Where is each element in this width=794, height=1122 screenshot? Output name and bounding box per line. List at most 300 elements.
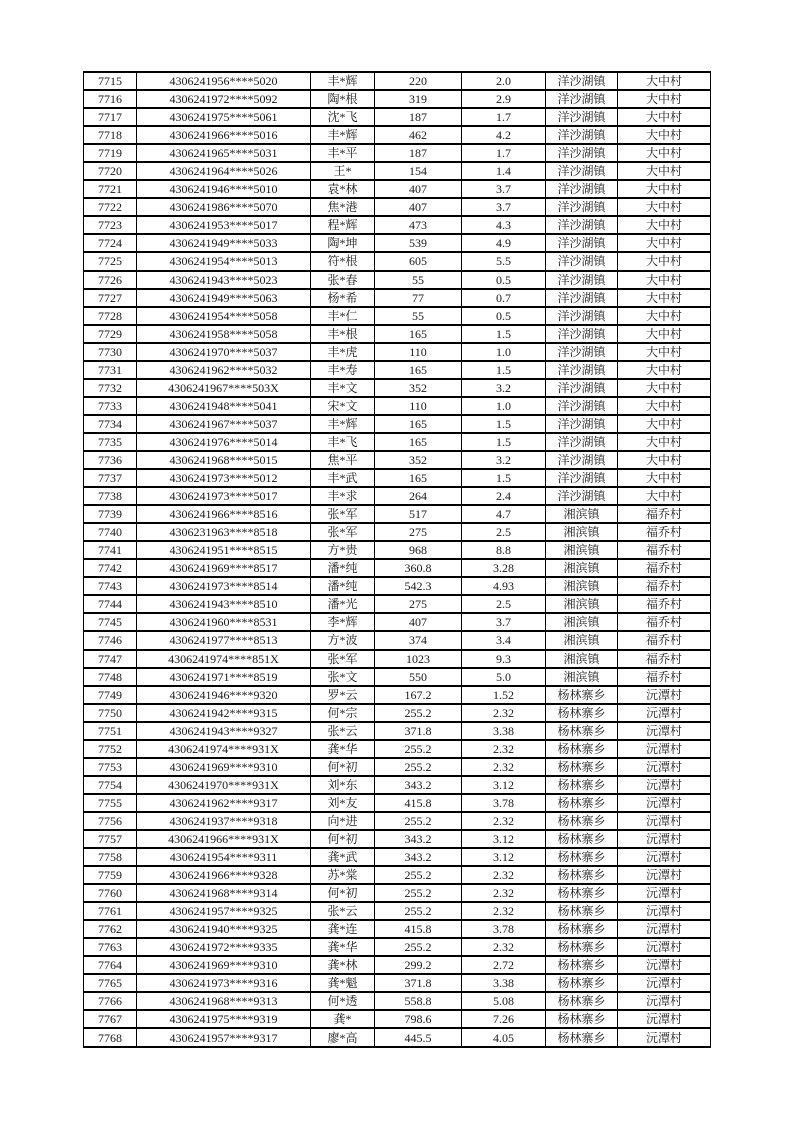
table-cell: 大中村 <box>618 379 711 397</box>
table-row <box>84 830 711 848</box>
table-cell: 杨林寨乡 <box>546 1010 618 1028</box>
table-cell: 张*云 <box>311 902 375 920</box>
table-cell: 大中村 <box>618 72 711 90</box>
table-cell: 7734 <box>84 415 137 433</box>
table-cell: 大中村 <box>618 343 711 361</box>
table-cell: 7752 <box>84 740 137 758</box>
table-cell: 陶*根 <box>311 90 375 108</box>
table-cell: 255.2 <box>375 758 462 776</box>
table-cell: 3.2 <box>462 451 546 469</box>
table-cell: 4306241954****5013 <box>137 252 311 270</box>
table-row <box>84 668 711 686</box>
table-cell: 大中村 <box>618 451 711 469</box>
table-cell: 7727 <box>84 289 137 307</box>
table-cell: 张*文 <box>311 668 375 686</box>
table-cell: 大中村 <box>618 433 711 451</box>
table-cell: 167.2 <box>375 686 462 704</box>
table-cell: 向*进 <box>311 812 375 830</box>
table-cell: 165 <box>375 433 462 451</box>
table-cell: 何*初 <box>311 758 375 776</box>
table-cell: 2.5 <box>462 523 546 541</box>
table-cell: 4306241966****9328 <box>137 866 311 884</box>
table-cell: 宋*文 <box>311 397 375 415</box>
table-cell: 刘*东 <box>311 776 375 794</box>
table-cell: 165 <box>375 415 462 433</box>
table-cell: 255.2 <box>375 704 462 722</box>
table-cell: 187 <box>375 108 462 126</box>
table-cell: 杨林寨乡 <box>546 704 618 722</box>
table-cell: 杨林寨乡 <box>546 992 618 1010</box>
table-cell: 374 <box>375 631 462 649</box>
table-cell: 7759 <box>84 866 137 884</box>
table-row <box>84 613 711 631</box>
table-cell: 杨林寨乡 <box>546 812 618 830</box>
table-cell: 洋沙湖镇 <box>546 126 618 144</box>
table-cell: 3.4 <box>462 631 546 649</box>
table-cell: 杨林寨乡 <box>546 956 618 974</box>
table-cell: 4306241960****8531 <box>137 613 311 631</box>
table-cell: 张*云 <box>311 722 375 740</box>
table-cell: 湘滨镇 <box>546 613 618 631</box>
table-cell: 7739 <box>84 505 137 523</box>
table-cell: 352 <box>375 451 462 469</box>
table-cell: 洋沙湖镇 <box>546 72 618 90</box>
table-cell: 605 <box>375 252 462 270</box>
table-cell: 415.8 <box>375 794 462 812</box>
table-cell: 275 <box>375 523 462 541</box>
table-cell: 湘滨镇 <box>546 577 618 595</box>
table-cell: 2.32 <box>462 704 546 722</box>
table-cell: 4306241965****5031 <box>137 144 311 162</box>
table-cell: 7753 <box>84 758 137 776</box>
table-cell: 7716 <box>84 90 137 108</box>
table-cell: 大中村 <box>618 469 711 487</box>
table-cell: 7748 <box>84 668 137 686</box>
table-cell: 4.3 <box>462 216 546 234</box>
table-cell: 沅潭村 <box>618 974 711 992</box>
table-row <box>84 469 711 487</box>
table-row <box>84 180 711 198</box>
table-cell: 4306241969****8517 <box>137 559 311 577</box>
table-cell: 9.3 <box>462 650 546 668</box>
table-cell: 7746 <box>84 631 137 649</box>
table-cell: 110 <box>375 343 462 361</box>
table-row <box>84 1010 711 1028</box>
table-cell: 2.32 <box>462 812 546 830</box>
table-cell: 542.3 <box>375 577 462 595</box>
table-cell: 湘滨镇 <box>546 541 618 559</box>
table-cell: 丰*仁 <box>311 307 375 325</box>
table-cell: 方*波 <box>311 631 375 649</box>
table-cell: 4306241973****9316 <box>137 974 311 992</box>
table-cell: 4306241954****5058 <box>137 307 311 325</box>
table-cell: 4306241943****8510 <box>137 595 311 613</box>
table-cell: 7736 <box>84 451 137 469</box>
table-cell: 3.7 <box>462 613 546 631</box>
table-row <box>84 487 711 505</box>
table-cell: 3.78 <box>462 920 546 938</box>
table-cell: 丰*辉 <box>311 126 375 144</box>
table-row <box>84 216 711 234</box>
table-cell: 7730 <box>84 343 137 361</box>
table-row <box>84 289 711 307</box>
table-cell: 4.93 <box>462 577 546 595</box>
table-cell: 4306241973****5017 <box>137 487 311 505</box>
table-cell: 2.32 <box>462 866 546 884</box>
table-cell: 7723 <box>84 216 137 234</box>
table-cell: 7726 <box>84 271 137 289</box>
table-cell: 洋沙湖镇 <box>546 361 618 379</box>
table-cell: 洋沙湖镇 <box>546 343 618 361</box>
table-cell: 龚*武 <box>311 848 375 866</box>
table-cell: 7755 <box>84 794 137 812</box>
table-cell: 沅潭村 <box>618 1010 711 1028</box>
table-cell: 3.2 <box>462 379 546 397</box>
table-cell: 4306241962****5032 <box>137 361 311 379</box>
table-cell: 55 <box>375 271 462 289</box>
table-row <box>84 902 711 920</box>
table-cell: 福乔村 <box>618 559 711 577</box>
table-cell: 7731 <box>84 361 137 379</box>
table-cell: 洋沙湖镇 <box>546 307 618 325</box>
table-cell: 4306241948****5041 <box>137 397 311 415</box>
table-cell: 1.5 <box>462 415 546 433</box>
table-cell: 洋沙湖镇 <box>546 271 618 289</box>
table-cell: 7722 <box>84 198 137 216</box>
table-cell: 沅潭村 <box>618 884 711 902</box>
table-cell: 3.12 <box>462 776 546 794</box>
table-cell: 大中村 <box>618 325 711 343</box>
table-cell: 沅潭村 <box>618 830 711 848</box>
table-cell: 张*军 <box>311 523 375 541</box>
table-cell: 165 <box>375 325 462 343</box>
table-row <box>84 415 711 433</box>
table-cell: 洋沙湖镇 <box>546 108 618 126</box>
table-cell: 7744 <box>84 595 137 613</box>
table-row <box>84 992 711 1010</box>
table-cell: 沅潭村 <box>618 1028 711 1047</box>
table-cell: 何*宗 <box>311 704 375 722</box>
table-cell: 沅潭村 <box>618 992 711 1010</box>
table-cell: 7735 <box>84 433 137 451</box>
table-cell: 杨林寨乡 <box>546 740 618 758</box>
table-cell: 张*春 <box>311 271 375 289</box>
table-cell: 丰*虎 <box>311 343 375 361</box>
table-cell: 廖*高 <box>311 1028 375 1047</box>
table-row <box>84 126 711 144</box>
table-cell: 福乔村 <box>618 668 711 686</box>
table-cell: 沅潭村 <box>618 866 711 884</box>
table-cell: 1.0 <box>462 397 546 415</box>
table-cell: 2.32 <box>462 740 546 758</box>
table-cell: 968 <box>375 541 462 559</box>
table-cell: 4.9 <box>462 234 546 252</box>
table-cell: 255.2 <box>375 866 462 884</box>
table-cell: 7750 <box>84 704 137 722</box>
table-cell: 7738 <box>84 487 137 505</box>
table-cell: 4.05 <box>462 1028 546 1047</box>
table-cell: 4306241967****503X <box>137 379 311 397</box>
table-cell: 沅潭村 <box>618 848 711 866</box>
table-cell: 4306241956****5020 <box>137 72 311 90</box>
table-cell: 7757 <box>84 830 137 848</box>
table-cell: 7725 <box>84 252 137 270</box>
table-row <box>84 307 711 325</box>
table-cell: 4306241946****9320 <box>137 686 311 704</box>
table-cell: 7719 <box>84 144 137 162</box>
table-row <box>84 90 711 108</box>
table-row <box>84 884 711 902</box>
table-cell: 539 <box>375 234 462 252</box>
table-cell: 4306241968****9314 <box>137 884 311 902</box>
table-cell: 7768 <box>84 1028 137 1047</box>
table-cell: 7765 <box>84 974 137 992</box>
table-cell: 陶*坤 <box>311 234 375 252</box>
table-cell: 沅潭村 <box>618 776 711 794</box>
table-cell: 4306241943****9327 <box>137 722 311 740</box>
table-row <box>84 686 711 704</box>
table-cell: 407 <box>375 180 462 198</box>
table-cell: 550 <box>375 668 462 686</box>
table-cell: 8.8 <box>462 541 546 559</box>
table-row <box>84 451 711 469</box>
table-cell: 福乔村 <box>618 541 711 559</box>
table-cell: 张*军 <box>311 505 375 523</box>
table-cell: 大中村 <box>618 144 711 162</box>
table-cell: 7724 <box>84 234 137 252</box>
table-cell: 1.52 <box>462 686 546 704</box>
table-cell: 湘滨镇 <box>546 631 618 649</box>
table-cell: 352 <box>375 379 462 397</box>
table-row <box>84 325 711 343</box>
table-row <box>84 271 711 289</box>
table-cell: 沅潭村 <box>618 794 711 812</box>
table-cell: 558.8 <box>375 992 462 1010</box>
table-cell: 4306241975****9319 <box>137 1010 311 1028</box>
table-cell: 7756 <box>84 812 137 830</box>
table-cell: 360.8 <box>375 559 462 577</box>
table-cell: 343.2 <box>375 830 462 848</box>
table-cell: 大中村 <box>618 397 711 415</box>
table-cell: 4306241958****5058 <box>137 325 311 343</box>
table-row <box>84 848 711 866</box>
table-row <box>84 361 711 379</box>
table-cell: 沅潭村 <box>618 812 711 830</box>
table-cell: 洋沙湖镇 <box>546 487 618 505</box>
table-cell: 洋沙湖镇 <box>546 162 618 180</box>
table-cell: 4306231963****8518 <box>137 523 311 541</box>
table-cell: 大中村 <box>618 415 711 433</box>
table-cell: 4306241966****931X <box>137 830 311 848</box>
table-cell: 7715 <box>84 72 137 90</box>
table-cell: 刘*友 <box>311 794 375 812</box>
table-cell: 沅潭村 <box>618 686 711 704</box>
table-row <box>84 758 711 776</box>
table-cell: 大中村 <box>618 307 711 325</box>
table-cell: 4306241974****851X <box>137 650 311 668</box>
table-cell: 1.5 <box>462 361 546 379</box>
table-cell: 264 <box>375 487 462 505</box>
table-cell: 4306241943****5023 <box>137 271 311 289</box>
table-cell: 7740 <box>84 523 137 541</box>
table-cell: 2.9 <box>462 90 546 108</box>
table-cell: 7747 <box>84 650 137 668</box>
table-cell: 大中村 <box>618 216 711 234</box>
table-cell: 2.5 <box>462 595 546 613</box>
table-cell: 187 <box>375 144 462 162</box>
table-row <box>84 776 711 794</box>
table-cell: 湘滨镇 <box>546 595 618 613</box>
table-cell: 7.26 <box>462 1010 546 1028</box>
table-cell: 杨林寨乡 <box>546 848 618 866</box>
table-cell: 4306241986****5070 <box>137 198 311 216</box>
table-cell: 大中村 <box>618 198 711 216</box>
table-cell: 杨林寨乡 <box>546 758 618 776</box>
table-cell: 龚*华 <box>311 740 375 758</box>
table-cell: 龚*魁 <box>311 974 375 992</box>
table-cell: 7749 <box>84 686 137 704</box>
table-cell: 165 <box>375 361 462 379</box>
table-cell: 4306241967****5037 <box>137 415 311 433</box>
table-cell: 2.4 <box>462 487 546 505</box>
table-cell: 3.12 <box>462 848 546 866</box>
table-cell: 洋沙湖镇 <box>546 415 618 433</box>
table-row <box>84 523 711 541</box>
table-cell: 丰*飞 <box>311 433 375 451</box>
table-cell: 4.2 <box>462 126 546 144</box>
table-cell: 洋沙湖镇 <box>546 198 618 216</box>
table-cell: 445.5 <box>375 1028 462 1047</box>
table-cell: 潘*纯 <box>311 577 375 595</box>
table-cell: 798.6 <box>375 1010 462 1028</box>
table-cell: 2.0 <box>462 72 546 90</box>
table-cell: 丰*辉 <box>311 415 375 433</box>
table-cell: 洋沙湖镇 <box>546 144 618 162</box>
table-cell: 杨林寨乡 <box>546 776 618 794</box>
table-cell: 符*根 <box>311 252 375 270</box>
table-cell: 4306241977****8513 <box>137 631 311 649</box>
table-cell: 7767 <box>84 1010 137 1028</box>
table-row <box>84 72 711 90</box>
table-cell: 154 <box>375 162 462 180</box>
table-cell: 李*辉 <box>311 613 375 631</box>
table-cell: 7732 <box>84 379 137 397</box>
table-cell: 程*辉 <box>311 216 375 234</box>
table-row <box>84 722 711 740</box>
table-row <box>84 938 711 956</box>
table-cell: 福乔村 <box>618 505 711 523</box>
table-cell: 罗*云 <box>311 686 375 704</box>
table-cell: 299.2 <box>375 956 462 974</box>
table-cell: 0.5 <box>462 271 546 289</box>
table-cell: 洋沙湖镇 <box>546 325 618 343</box>
table-cell: 洋沙湖镇 <box>546 397 618 415</box>
table-cell: 丰*辉 <box>311 72 375 90</box>
table-cell: 沅潭村 <box>618 956 711 974</box>
table-cell: 473 <box>375 216 462 234</box>
table-cell: 1.7 <box>462 108 546 126</box>
table-cell: 4306241970****931X <box>137 776 311 794</box>
table-cell: 福乔村 <box>618 631 711 649</box>
table-cell: 4306241968****5015 <box>137 451 311 469</box>
table-cell: 517 <box>375 505 462 523</box>
table-cell: 415.8 <box>375 920 462 938</box>
table-cell: 319 <box>375 90 462 108</box>
table-cell: 1023 <box>375 650 462 668</box>
table-cell: 沅潭村 <box>618 938 711 956</box>
table-cell: 龚* <box>311 1010 375 1028</box>
table-row <box>84 252 711 270</box>
table-cell: 0.7 <box>462 289 546 307</box>
table-cell: 7745 <box>84 613 137 631</box>
table-cell: 大中村 <box>618 271 711 289</box>
table-cell: 255.2 <box>375 812 462 830</box>
table-row <box>84 595 711 613</box>
table-cell: 4306241940****9325 <box>137 920 311 938</box>
table-cell: 大中村 <box>618 487 711 505</box>
table-body <box>84 72 711 1047</box>
table-cell: 2.32 <box>462 902 546 920</box>
table-cell: 王* <box>311 162 375 180</box>
table-cell: 洋沙湖镇 <box>546 289 618 307</box>
table-cell: 0.5 <box>462 307 546 325</box>
table-cell: 4306241942****9315 <box>137 704 311 722</box>
table-cell: 大中村 <box>618 90 711 108</box>
table-cell: 4306241949****5033 <box>137 234 311 252</box>
table-cell: 湘滨镇 <box>546 650 618 668</box>
table-cell: 4306241969****9310 <box>137 758 311 776</box>
table-cell: 丰*平 <box>311 144 375 162</box>
table-cell: 焦*平 <box>311 451 375 469</box>
table-cell: 何*透 <box>311 992 375 1010</box>
table-cell: 大中村 <box>618 162 711 180</box>
table-cell: 77 <box>375 289 462 307</box>
table-cell: 55 <box>375 307 462 325</box>
table-cell: 4306241973****8514 <box>137 577 311 595</box>
table-cell: 1.5 <box>462 469 546 487</box>
table-cell: 255.2 <box>375 884 462 902</box>
table-cell: 丰*寿 <box>311 361 375 379</box>
table-cell: 371.8 <box>375 722 462 740</box>
table-cell: 1.5 <box>462 433 546 451</box>
table-cell: 沅潭村 <box>618 758 711 776</box>
table-cell: 大中村 <box>618 126 711 144</box>
table-cell: 杨林寨乡 <box>546 794 618 812</box>
table-row <box>84 974 711 992</box>
table-cell: 焦*港 <box>311 198 375 216</box>
table-cell: 沅潭村 <box>618 740 711 758</box>
table-cell: 7720 <box>84 162 137 180</box>
table-cell: 龚*林 <box>311 956 375 974</box>
table-cell: 4306241974****931X <box>137 740 311 758</box>
table-cell: 7718 <box>84 126 137 144</box>
table-cell: 大中村 <box>618 108 711 126</box>
table-cell: 大中村 <box>618 289 711 307</box>
table-cell: 杨林寨乡 <box>546 884 618 902</box>
table-cell: 杨林寨乡 <box>546 974 618 992</box>
table-cell: 潘*光 <box>311 595 375 613</box>
table-cell: 何*初 <box>311 884 375 902</box>
table-row <box>84 343 711 361</box>
table-cell: 3.12 <box>462 830 546 848</box>
table-cell: 7721 <box>84 180 137 198</box>
table-cell: 沅潭村 <box>618 902 711 920</box>
table-cell: 7766 <box>84 992 137 1010</box>
table-row <box>84 162 711 180</box>
table-cell: 4306241951****8515 <box>137 541 311 559</box>
table-cell: 7743 <box>84 577 137 595</box>
table-row <box>84 866 711 884</box>
